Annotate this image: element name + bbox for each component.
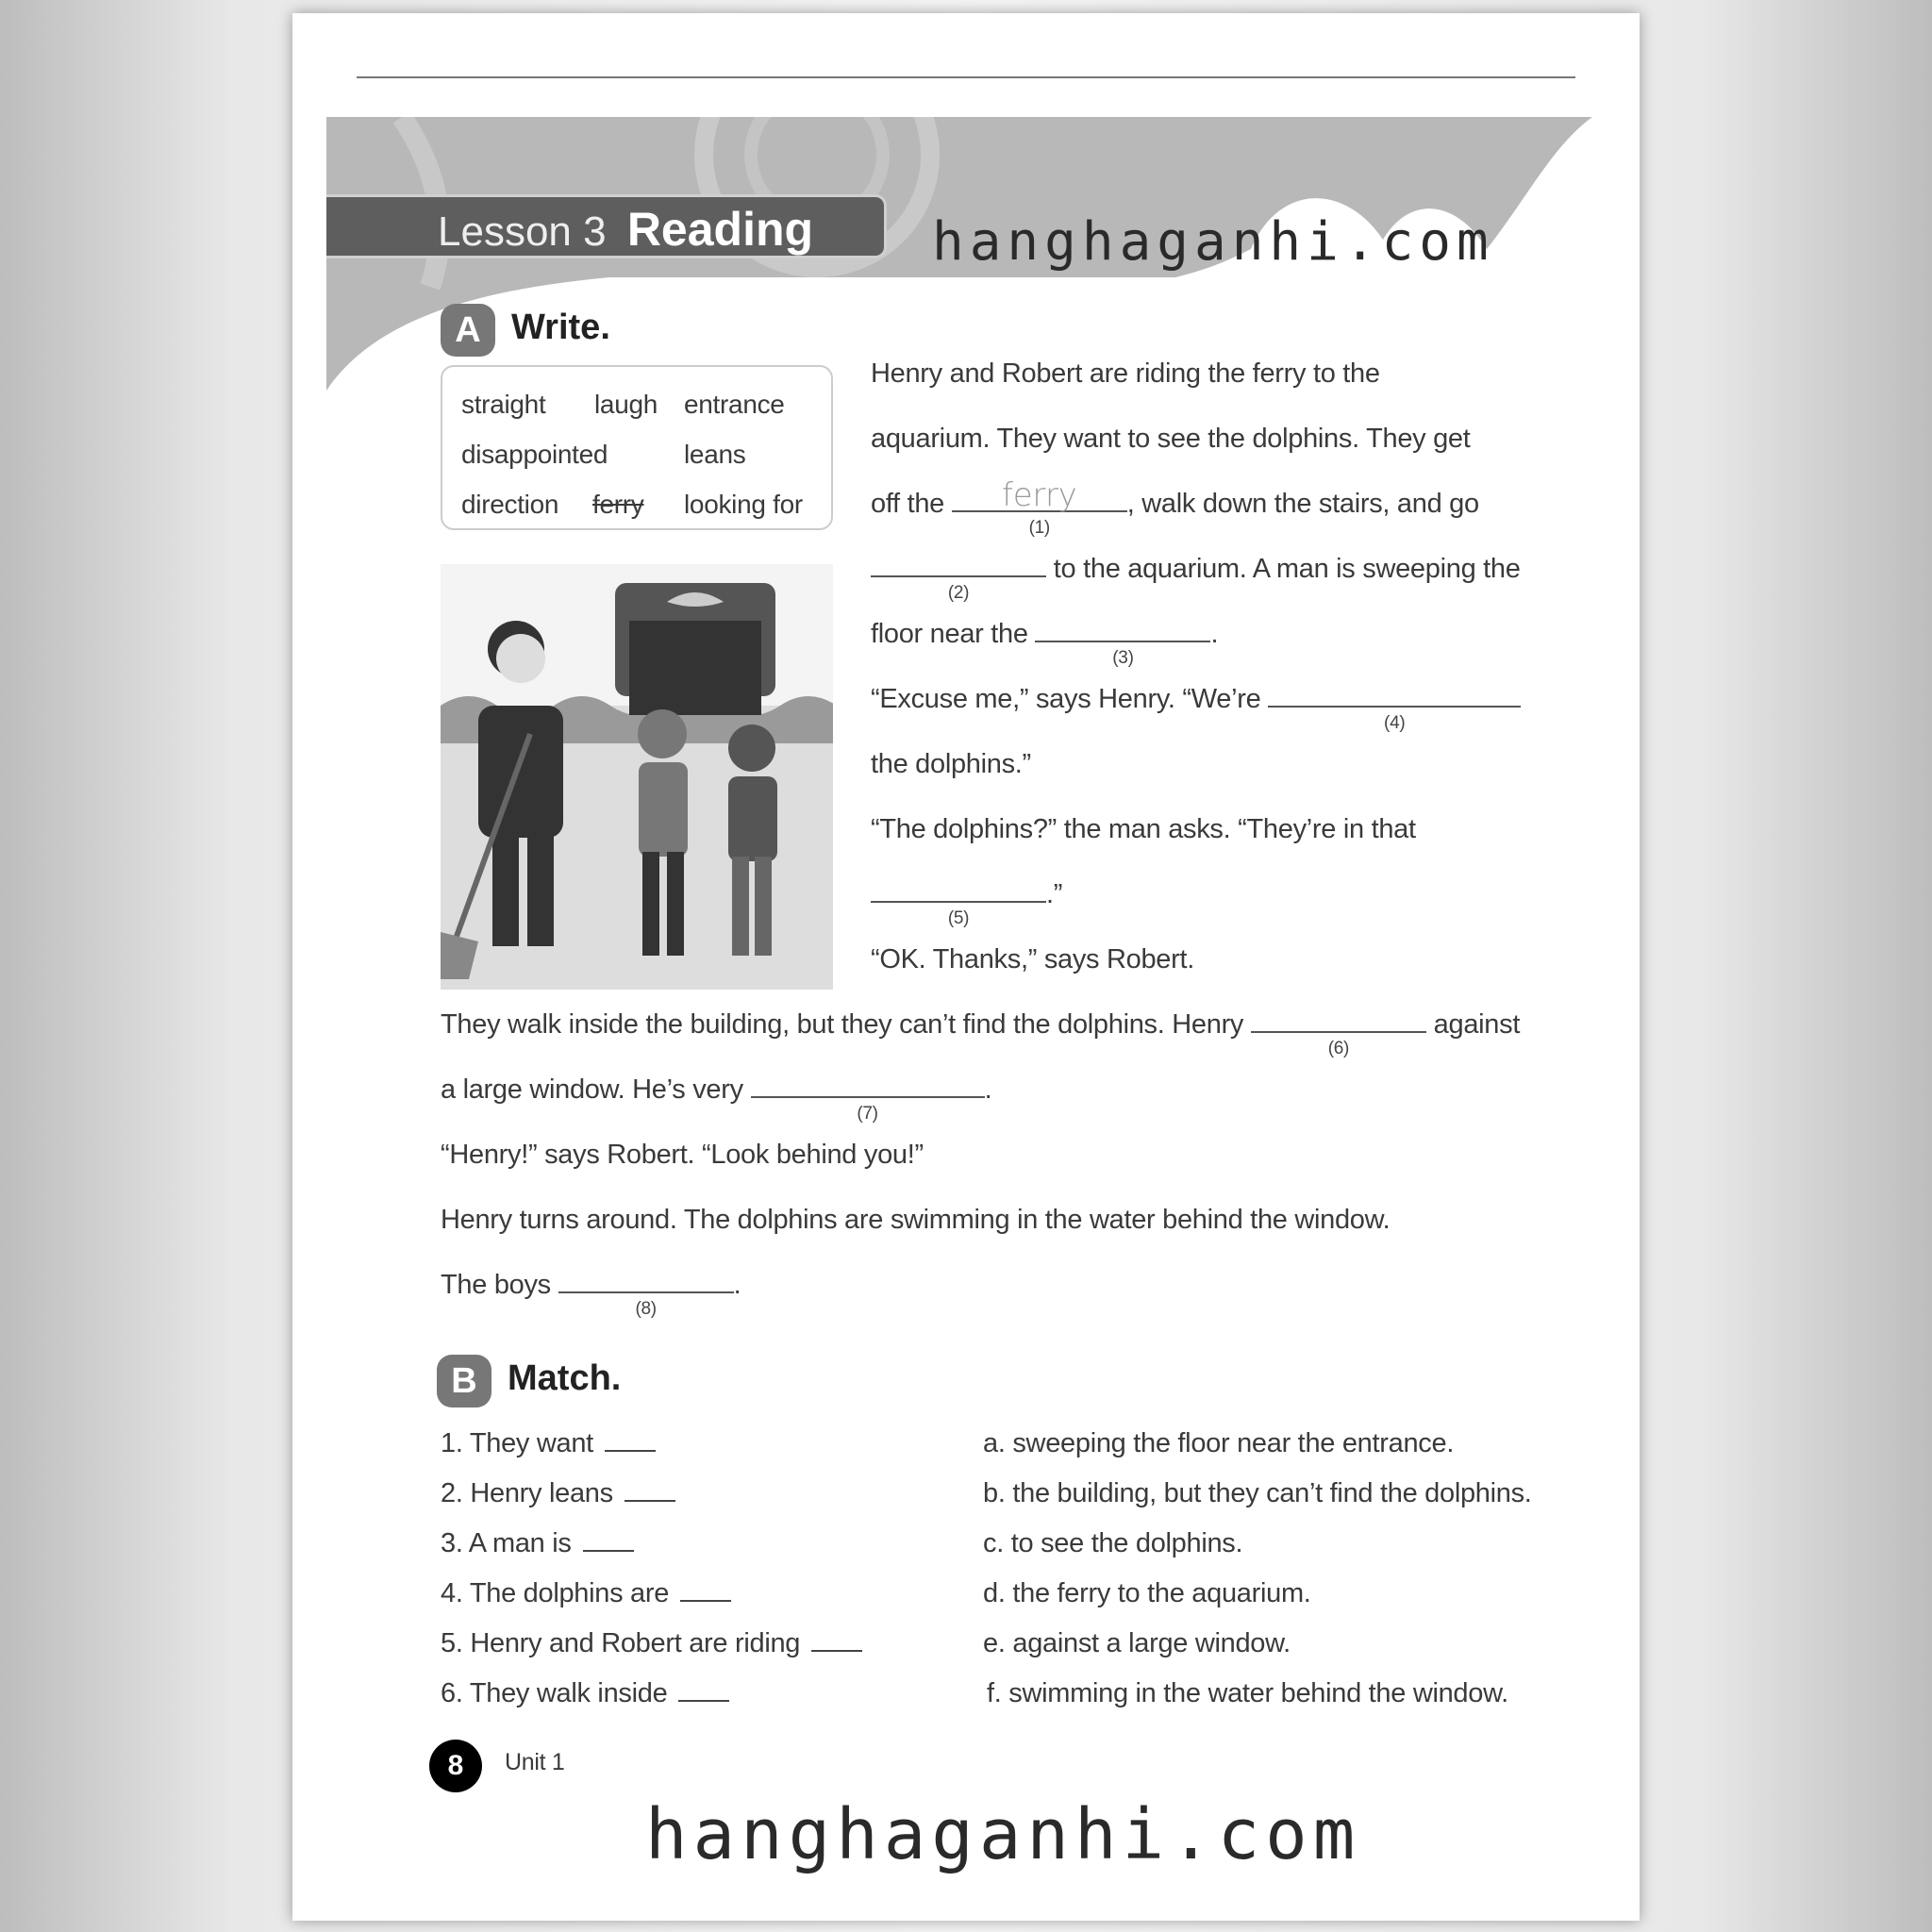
lesson-number: Lesson 3 xyxy=(438,208,607,255)
item-number: 6. xyxy=(441,1678,463,1708)
word-box xyxy=(441,365,833,530)
item-text: Henry leans xyxy=(470,1478,613,1508)
option-text: the building, but they can’t find the dolphins. xyxy=(1012,1478,1532,1508)
match-item xyxy=(441,1528,634,1559)
option-text: against a large window. xyxy=(1012,1628,1291,1658)
passage-line xyxy=(871,554,1521,603)
blank-2[interactable] xyxy=(871,555,1046,603)
blank-number: (7) xyxy=(857,1104,878,1124)
blank-6[interactable] xyxy=(1251,1010,1426,1058)
match-item xyxy=(441,1578,731,1609)
text: They walk inside the building, but they can’t find the dolphins. Henry xyxy=(441,1009,1244,1040)
blank-number: (8) xyxy=(635,1299,657,1319)
text: to the aquarium. A man is sweeping the xyxy=(1053,554,1521,584)
text: against xyxy=(1433,1009,1521,1040)
word-used: ferry xyxy=(592,490,644,519)
text: a large window. He’s very xyxy=(441,1074,743,1105)
section-a-title: Write. xyxy=(511,308,610,347)
text: “Excuse me,” says Henry. “We’re xyxy=(871,684,1261,714)
passage-line: Henry turns around. The dolphins are swimming in the water behind the window. xyxy=(441,1205,1391,1235)
option-text: the ferry to the aquarium. xyxy=(1012,1578,1311,1608)
lesson-title xyxy=(438,202,813,257)
passage-line: the dolphins.” xyxy=(871,749,1031,779)
top-rule xyxy=(357,76,1575,78)
text: , walk down the stairs, and go xyxy=(1126,489,1479,519)
text: off the xyxy=(871,489,944,519)
option-letter: b. xyxy=(983,1478,1006,1508)
blank-number: (5) xyxy=(947,908,970,928)
option-text: to see the dolphins. xyxy=(1010,1528,1243,1558)
match-blank[interactable] xyxy=(583,1550,634,1552)
watermark-top: hanghaganhi.com xyxy=(932,211,1494,273)
item-number: 1. xyxy=(441,1428,463,1458)
passage-line: “Henry!” says Robert. “Look behind you!” xyxy=(441,1140,924,1170)
page-number-badge: 8 xyxy=(429,1740,482,1792)
match-option xyxy=(983,1478,1532,1509)
passage-line xyxy=(441,1009,1521,1058)
section-a-badge: A xyxy=(441,304,495,357)
blank-8[interactable] xyxy=(558,1271,734,1319)
word: looking for xyxy=(684,490,803,519)
word: entrance xyxy=(684,390,785,419)
text: .” xyxy=(1046,879,1063,909)
item-number: 2. xyxy=(441,1478,463,1508)
option-letter: c. xyxy=(983,1528,1004,1558)
blank-number: (2) xyxy=(947,583,970,603)
lesson-type: Reading xyxy=(626,203,814,256)
unit-label: Unit 1 xyxy=(505,1749,565,1775)
match-item xyxy=(441,1478,675,1509)
match-blank[interactable] xyxy=(625,1500,675,1502)
match-option xyxy=(983,1628,1291,1659)
section-b-badge: B xyxy=(437,1355,491,1407)
option-text: swimming in the water behind the window. xyxy=(1008,1678,1508,1708)
blank-7[interactable] xyxy=(751,1075,985,1124)
word: straight xyxy=(461,390,546,419)
word: laugh xyxy=(594,390,658,419)
blank-5[interactable] xyxy=(871,880,1046,928)
match-option xyxy=(983,1428,1454,1459)
passage-line xyxy=(871,684,1521,733)
passage-line xyxy=(871,619,1219,668)
blank-number: (4) xyxy=(1384,713,1406,733)
text: floor near the xyxy=(871,619,1028,649)
watermark-bottom: hanghaganhi.com xyxy=(645,1794,1361,1875)
answer-1: ferry xyxy=(1002,476,1077,514)
word: direction xyxy=(461,490,559,519)
blank-number: (6) xyxy=(1327,1039,1350,1058)
item-text: Henry and Robert are riding xyxy=(470,1628,801,1658)
blank-1[interactable] xyxy=(952,476,1127,538)
passage-line: Henry and Robert are riding the ferry to the xyxy=(871,358,1380,389)
blank-4[interactable] xyxy=(1268,685,1521,733)
passage-line xyxy=(441,1270,741,1319)
text: . xyxy=(1210,619,1219,649)
match-item xyxy=(441,1428,656,1459)
match-blank[interactable] xyxy=(680,1600,731,1602)
item-number: 4. xyxy=(441,1578,463,1608)
workbook-page xyxy=(292,13,1640,1921)
match-option xyxy=(983,1578,1311,1609)
blank-3[interactable] xyxy=(1035,620,1210,668)
option-text: sweeping the floor near the entrance. xyxy=(1012,1428,1455,1458)
item-text: They want xyxy=(469,1428,593,1458)
aquarium-illustration xyxy=(441,564,833,990)
blank-number: (3) xyxy=(1112,648,1134,668)
passage-line: “OK. Thanks,” says Robert. xyxy=(871,944,1195,974)
passage-line xyxy=(871,476,1479,538)
match-blank[interactable] xyxy=(678,1700,729,1702)
option-letter: a. xyxy=(983,1428,1006,1458)
match-blank[interactable] xyxy=(605,1450,656,1452)
item-number: 5. xyxy=(441,1628,463,1658)
blank-number: (1) xyxy=(1028,518,1050,538)
text: The boys xyxy=(441,1270,551,1300)
word: disappointed xyxy=(461,440,608,469)
item-text: The dolphins are xyxy=(469,1578,670,1608)
passage-line: “The dolphins?” the man asks. “They’re in that xyxy=(871,814,1416,844)
section-b-title: Match. xyxy=(508,1358,622,1398)
option-letter: e. xyxy=(983,1628,1006,1658)
passage-line xyxy=(871,879,1063,928)
match-option xyxy=(983,1528,1242,1559)
item-number: 3. xyxy=(441,1528,463,1558)
item-text: A man is xyxy=(468,1528,572,1558)
option-letter: f. xyxy=(987,1678,1002,1708)
match-item xyxy=(441,1628,862,1659)
passage-line: aquarium. They want to see the dolphins. They get xyxy=(871,424,1471,454)
option-letter: d. xyxy=(983,1578,1006,1608)
match-blank[interactable] xyxy=(811,1650,862,1652)
text: . xyxy=(984,1074,992,1105)
match-option xyxy=(987,1678,1508,1709)
item-text: They walk inside xyxy=(469,1678,668,1708)
text: . xyxy=(733,1270,741,1300)
word: leans xyxy=(684,440,746,469)
match-item xyxy=(441,1678,729,1709)
passage-line xyxy=(441,1074,992,1124)
